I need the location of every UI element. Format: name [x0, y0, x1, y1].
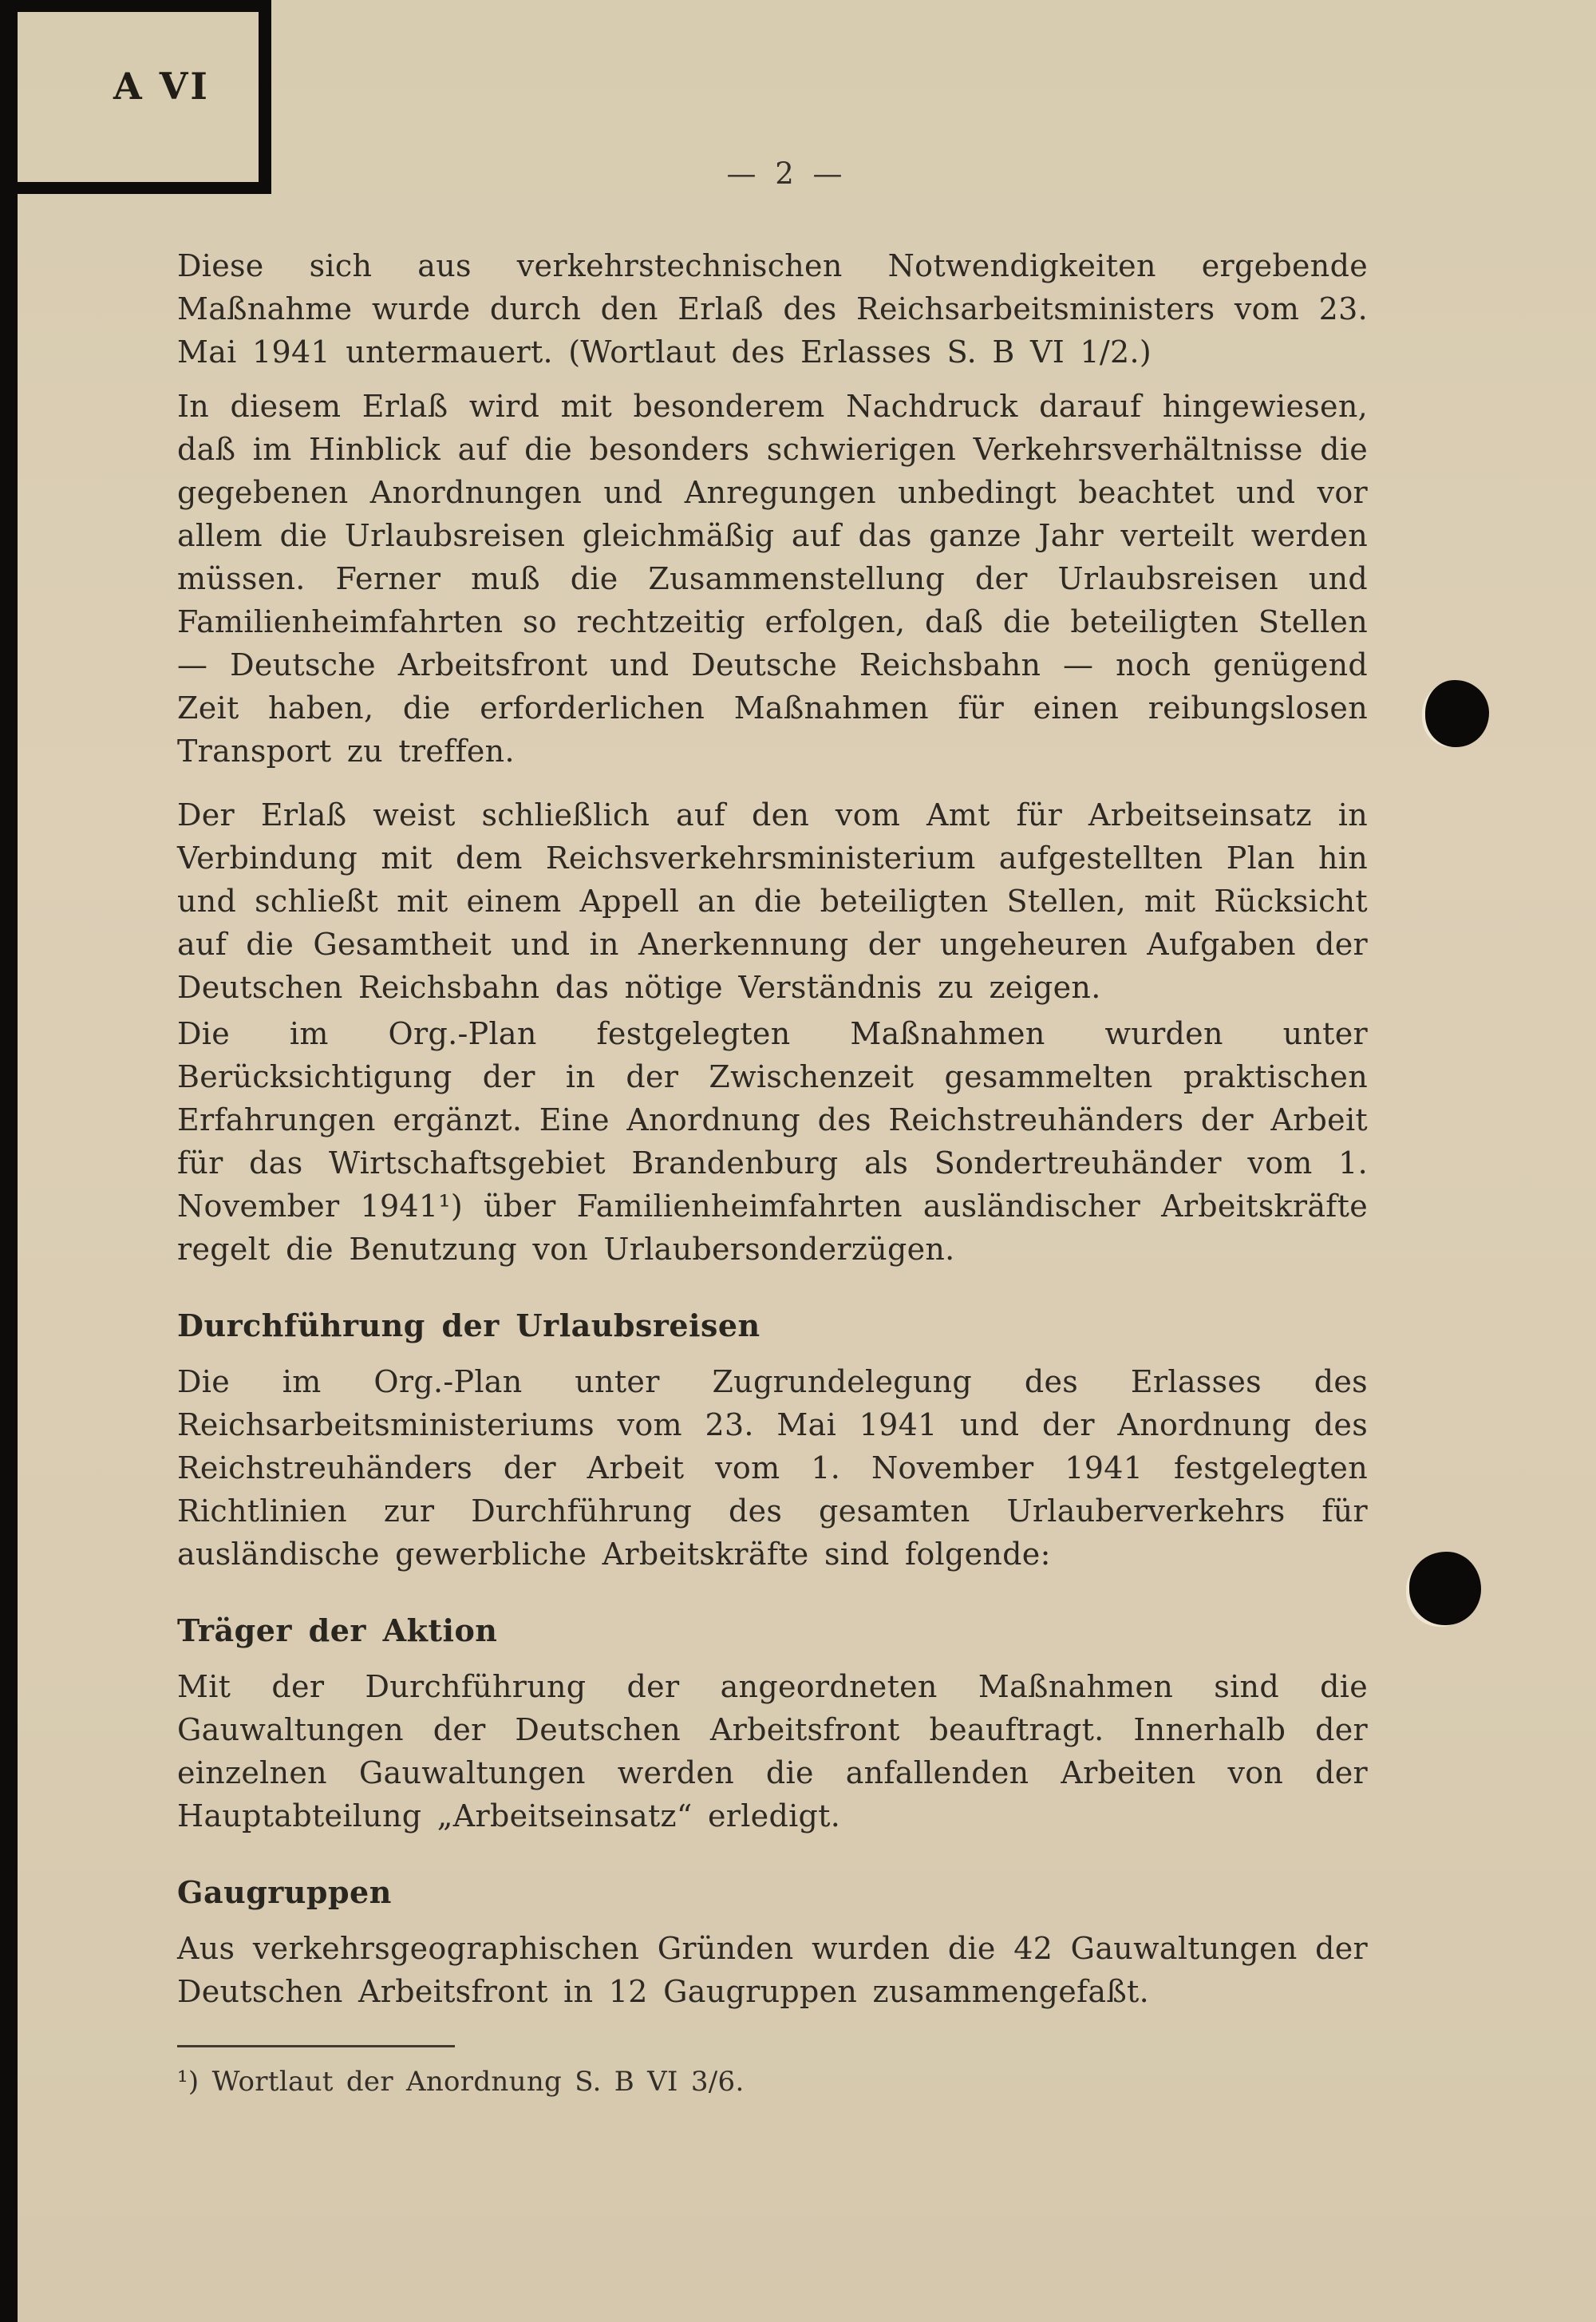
- document-body: [177, 244, 1368, 2100]
- section-heading-gaugruppen: Gaugruppen: [177, 1874, 392, 1910]
- footnote: ¹) Wortlaut der Anordnung S. B VI 3/6.: [177, 2066, 745, 2098]
- paragraph-erlass-nachdruck: In diesem Erlaß wird mit besonderem Nachdruck darauf hingewiesen, daß im Hinblick auf die besonders schwierigen Verkehrsverhältnisse die gegebenen Anordnungen und Anregungen unbedingt beachtet und vor allem die Urlaubsreisen gleichmäßig auf das ganze Jahr verteilt werden müssen. Ferner muß die Zusammenstellung der Urlaubsreisen und Familienheimfahrten so rechtzeitig erfolgen, daß die beteiligten Stellen — Deutsche Arbeitsfront und Deutsche Reichsbahn — noch genügend Zeit haben, die erforderlichen Maßnahmen für einen reibungslosen Transport zu treffen.: [177, 389, 1368, 769]
- paragraph-gauwaltungen: Mit der Durchführung der angeordneten Maßnahmen sind die Gauwaltungen der Deutschen Arbeitsfront beauftragt. Innerhalb der einzelnen Gauwaltungen werden die anfallenden Arbeiten von der Hauptabteilung „Arbeitseinsatz“ erledigt.: [177, 1669, 1368, 1833]
- paragraph-richtlinien: Die im Org.-Plan unter Zugrundelegung des Erlasses des Reichsarbeitsministeriums vom 23. Mai 1941 und der Anordnung des Reichstreuhänders der Arbeit vom 1. November 1941 festgelegten Richtlinien zur Durchführung des gesamten Urlauberverkehrs für ausländische gewerbliche Arbeitskräfte sind folgende:: [177, 1364, 1368, 1572]
- hole-punch-top: [1425, 680, 1489, 747]
- section-heading-durchfuehrung: Durchführung der Urlaubsreisen: [177, 1307, 760, 1343]
- paragraph-gaugruppen: Aus verkehrsgeographischen Gründen wurden die 42 Gauwaltungen der Deutschen Arbeitsfront in 12 Gaugruppen zusammengefaßt.: [177, 1931, 1368, 2009]
- paragraph-massnahme: Diese sich aus verkehrstechnischen Notwendigkeiten ergebende Maßnahme wurde durch den Erlaß des Reichsarbeitsministers vom 23. Mai 1941 untermauert. (Wortlaut des Erlasses S. B VI 1/2.): [177, 248, 1368, 370]
- hole-punch-bottom: [1409, 1552, 1481, 1625]
- corner-label: A VI: [113, 65, 210, 108]
- paragraph-org-plan-ergaenzung: Die im Org.-Plan festgelegten Maßnahmen wurden unter Berücksichtigung der in der Zwischenzeit gesammelten praktischen Erfahrungen ergänzt. Eine Anordnung des Reichstreuhänders der Arbeit für das Wirtschaftsgebiet Brandenburg als Sondertreuhänder vom 1. November 1941¹) über Familienheimfahrten ausländischer Arbeitskräfte regelt die Benutzung von Urlaubersonderzügen.: [177, 1016, 1368, 1267]
- paragraph-erlass-appell: Der Erlaß weist schließlich auf den vom Amt für Arbeitseinsatz in Verbindung mit dem Reichsverkehrsministerium aufgestellten Plan hin und schließt mit einem Appell an die beteiligten Stellen, mit Rücksicht auf die Gesamtheit und in Anerkennung der ungeheuren Aufgaben der Deutschen Reichsbahn das nötige Verständnis zu zeigen.: [177, 797, 1368, 1005]
- page-number: — 2 —: [726, 156, 847, 191]
- scan-edge-strip: [0, 0, 18, 2322]
- footnote-divider: [177, 2045, 455, 2047]
- section-heading-traeger: Träger der Aktion: [177, 1612, 498, 1648]
